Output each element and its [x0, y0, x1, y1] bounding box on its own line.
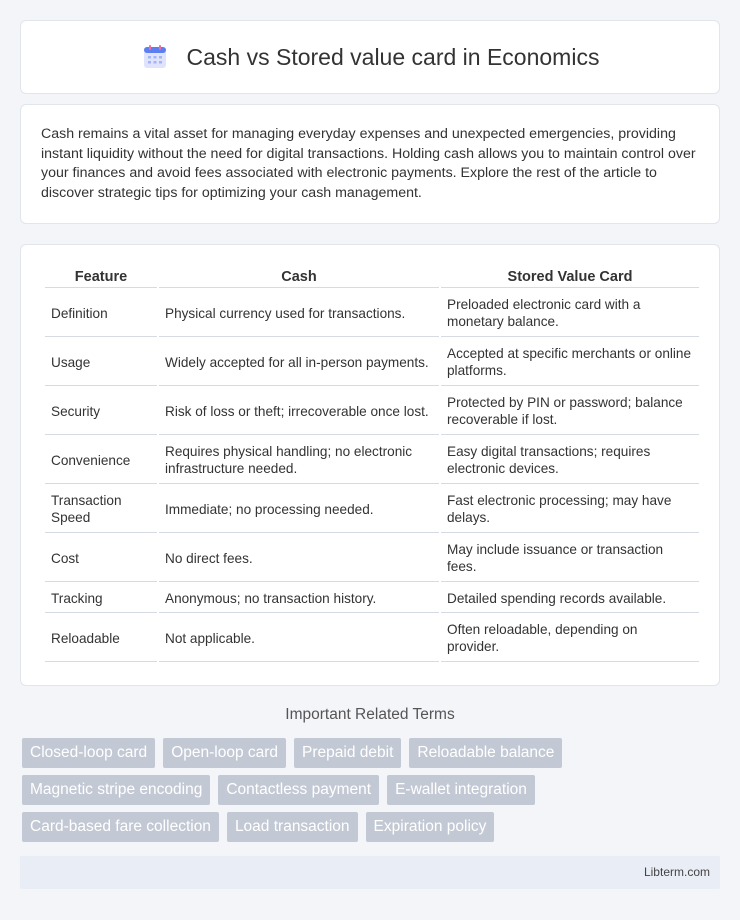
page-footer [20, 856, 720, 889]
cash-cell: Immediate; no processing needed. [159, 486, 439, 533]
cash-cell: Requires physical handling; no electronic infrastructure needed. [159, 437, 439, 484]
cash-cell: Risk of loss or theft; irrecoverable once lost. [159, 388, 439, 435]
tag-row [22, 738, 722, 768]
tag-row [22, 812, 722, 842]
tag-load-transaction[interactable]: Load transaction [227, 812, 358, 842]
feature-cell: Reloadable [45, 615, 157, 662]
feature-cell: Convenience [45, 437, 157, 484]
card-cell: Fast electronic processing; may have delays. [441, 486, 699, 533]
header-feature: Feature [45, 267, 157, 288]
card-cell: May include issuance or transaction fees. [441, 535, 699, 582]
tag-open-loop-card[interactable]: Open-loop card [163, 738, 286, 768]
intro-section [20, 104, 720, 224]
feature-cell: Usage [45, 339, 157, 386]
calendar-icon [141, 43, 169, 71]
cash-cell: Widely accepted for all in-person payments. [159, 339, 439, 386]
cash-cell: Not applicable. [159, 615, 439, 662]
header-stored-value-card: Stored Value Card [441, 267, 699, 288]
card-cell: Protected by PIN or password; balance recoverable if lost. [441, 388, 699, 435]
related-terms-title: Important Related Terms [285, 706, 455, 723]
card-cell: Often reloadable, depending on provider. [441, 615, 699, 662]
page-title: Cash vs Stored value card in Economics [186, 43, 600, 70]
tag-magnetic-stripe-encoding[interactable]: Magnetic stripe encoding [22, 775, 210, 805]
feature-cell: Tracking [45, 584, 157, 613]
tag-card-based-fare-collection[interactable]: Card-based fare collection [22, 812, 219, 842]
feature-cell: Definition [45, 290, 157, 337]
tag-prepaid-debit[interactable]: Prepaid debit [294, 738, 401, 768]
card-cell: Preloaded electronic card with a monetary balance. [441, 290, 699, 337]
table-row [45, 535, 699, 582]
feature-cell: Cost [45, 535, 157, 582]
table-row [45, 486, 699, 533]
feature-cell: Transaction Speed [45, 486, 157, 533]
tag-closed-loop-card[interactable]: Closed-loop card [22, 738, 155, 768]
card-cell: Easy digital transactions; requires electronic devices. [441, 437, 699, 484]
table-row [45, 584, 699, 613]
page-header [20, 20, 720, 94]
table-row [45, 437, 699, 484]
header-cash: Cash [159, 267, 439, 288]
cash-cell: Physical currency used for transactions. [159, 290, 439, 337]
card-cell: Accepted at specific merchants or online platforms. [441, 339, 699, 386]
cash-cell: No direct fees. [159, 535, 439, 582]
table-header-row [45, 267, 699, 288]
intro-text: Cash remains a vital asset for managing everyday expenses and unexpected emergencies, providing instant liquidity without the need for digital transactions. Holding cash allows you to maintain control over your finances and avoid fees associated with electronic payments. Explore the rest of the article to discover strategic tips for optimizing your cash management. [41, 126, 696, 201]
card-cell: Detailed spending records available. [441, 584, 699, 613]
tag-reloadable-balance[interactable]: Reloadable balance [409, 738, 562, 768]
cash-cell: Anonymous; no transaction history. [159, 584, 439, 613]
table-row [45, 388, 699, 435]
related-terms-list [22, 738, 722, 849]
tag-e-wallet-integration[interactable]: E-wallet integration [387, 775, 535, 805]
comparison-section [20, 244, 720, 686]
table-row [45, 615, 699, 662]
table-row [45, 339, 699, 386]
tag-expiration-policy[interactable]: Expiration policy [366, 812, 495, 842]
comparison-table [43, 265, 701, 664]
feature-cell: Security [45, 388, 157, 435]
table-row [45, 290, 699, 337]
tag-row [22, 775, 722, 805]
tag-contactless-payment[interactable]: Contactless payment [218, 775, 379, 805]
footer-site-link[interactable]: Libterm.com [643, 865, 710, 879]
